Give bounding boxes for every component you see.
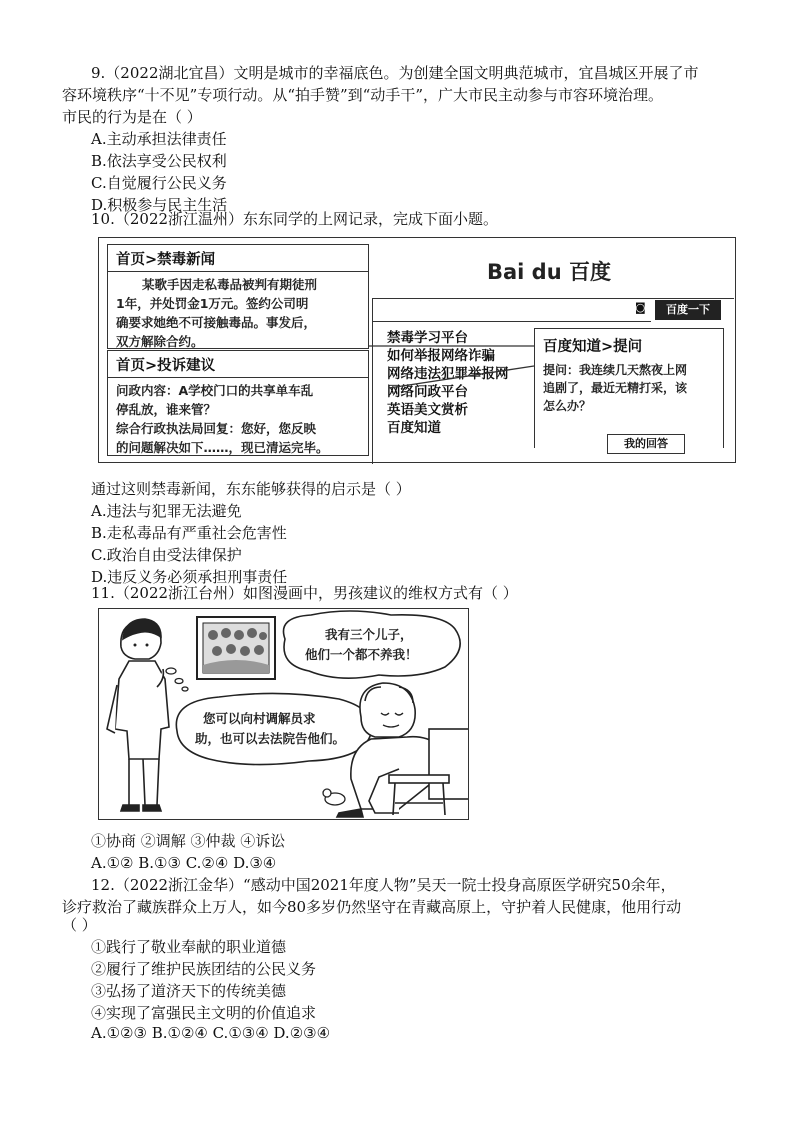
news-text-line: 双方解除合约。 [116, 334, 204, 349]
suggestion-item[interactable]: 网络问政平台 [387, 384, 468, 400]
q10-option-b: B.走私毒品有严重社会危害性 [91, 524, 287, 542]
q12-stem-line2: 诊疗救治了藏族群众上万人，如今80多岁仍然坚守在青藏高原上，守护着人民健康，他用行动 [62, 898, 682, 916]
q12-options: A.①②③ B.①②④ C.①③④ D.②③④ [91, 1024, 331, 1042]
q10-option-c: C.政治自由受法律保护 [91, 546, 242, 564]
my-answer-button[interactable]: 我的回答 [607, 434, 685, 454]
q9-option-c: C.自觉履行公民义务 [91, 174, 227, 192]
q12-item-4: ④实现了富强民主文明的价值追求 [91, 1004, 317, 1022]
q9-option-d: D.积极参与民主生活 [91, 196, 228, 214]
zhidao-title: 百度知道>提问 [543, 339, 643, 355]
suggestion-item[interactable]: 网络违法犯罪举报网 [387, 366, 509, 382]
browsing-record-figure [98, 237, 736, 463]
q12-stem-line3: （ ） [62, 916, 97, 934]
suggestion-item[interactable]: 如何举报网络诈骗 [387, 348, 495, 364]
suggestion-item[interactable]: 英语美文赏析 [387, 402, 468, 418]
news-text-line: 某歌手因走私毒品被判有期徒刑 [142, 277, 318, 292]
q11-options: A.①② B.①③ C.②④ D.③④ [91, 854, 277, 872]
q10-option-d: D.违反义务必须承担刑事责任 [91, 568, 288, 586]
boy-bubble-line: 您可以向村调解员求 [203, 711, 316, 726]
q12-item-1: ①践行了敬业奉献的职业道德 [91, 938, 287, 956]
q11-choices: ①协商 ②调解 ③仲裁 ④诉讼 [91, 832, 286, 850]
zhidao-text-line: 提问：我连续几天熬夜上网 [543, 363, 688, 377]
zhidao-text-line: 追剧了，最近无精打采，该 [543, 381, 688, 395]
boy-bubble-line: 助，也可以去法院告他们。 [195, 731, 346, 746]
q9-option-a: A.主动承担法律责任 [91, 130, 227, 148]
q10-option-a: A.违法与犯罪无法避免 [91, 502, 242, 520]
q11-stem: 11.（2022浙江台州）如图漫画中，男孩建议的维权方式有（ ） [91, 584, 518, 602]
q12-stem-line1: 12.（2022浙江金华）“感动中国2021年度人物”吴天一院士投身高原医学研究50余年， [91, 876, 676, 894]
suggestion-item[interactable]: 百度知道 [387, 420, 441, 436]
drug-news-title: 首页>禁毒新闻 [108, 245, 368, 272]
q9-stem-line3: 市民的行为是在（ ） [62, 108, 202, 126]
baidu-logo: Bai du 百度 [487, 260, 611, 284]
q10-sub-question: 通过这则禁毒新闻，东东能够获得的启示是（ ） [91, 480, 411, 498]
old-man-bubble-line: 他们一个都不养我！ [305, 647, 418, 662]
news-text-line: 确要求她绝不可接触毒品。事发后， [116, 315, 317, 330]
old-man-bubble-line: 我有三个儿子， [325, 627, 413, 642]
cartoon-figure [98, 608, 469, 820]
complaint-title: 首页>投诉建议 [108, 351, 368, 378]
suggestion-item[interactable]: 禁毒学习平台 [387, 330, 468, 346]
complaint-text-line: 问政内容：A学校门口的共享单车乱 [116, 383, 314, 398]
q12-item-3: ③弘扬了道济天下的传统美德 [91, 982, 287, 1000]
news-text-line: 1年，并处罚金1万元。签约公司明 [116, 296, 309, 311]
search-button[interactable]: 百度一下 [655, 300, 721, 320]
connector-lines [99, 238, 737, 464]
complaint-text-line: 综合行政执法局回复：您好，您反映 [116, 421, 317, 436]
q9-stem-line1: 9.（2022湖北宜昌）文明是城市的幸福底色。为创建全国文明典范城市，宜昌城区开展了市 [91, 64, 699, 82]
q12-item-2: ②履行了维护民族团结的公民义务 [91, 960, 317, 978]
complaint-text-line: 的问题解决如下……，现已清运完毕。 [116, 440, 329, 455]
q9-option-b: B.依法享受公民权利 [91, 152, 227, 170]
complaint-text-line: 停乱放，谁来管？ [116, 402, 217, 417]
camera-icon[interactable]: ◙ [635, 301, 646, 314]
q10-stem: 10.（2022浙江温州）东东同学的上网记录，完成下面小题。 [91, 210, 499, 228]
zhidao-text-line: 怎么办？ [543, 399, 592, 413]
cartoon-drawing [99, 609, 469, 820]
q9-stem-line2: 容环境秩序“十不见”专项行动。从“拍手赞”到“动手干”，广大市民主动参与市容环境治理。 [62, 86, 664, 104]
